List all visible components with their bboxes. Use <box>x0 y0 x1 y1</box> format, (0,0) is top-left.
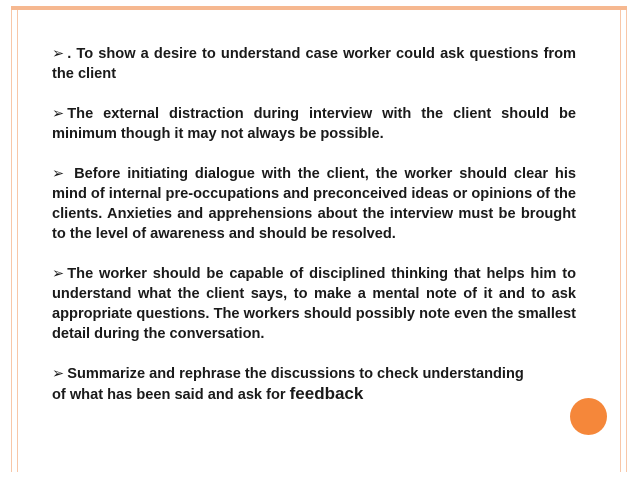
arrow-bullet-icon: ➢ <box>52 366 65 382</box>
bullet-paragraph-5 <box>52 364 576 405</box>
bullet-paragraph-1 <box>52 44 576 84</box>
bullet-5-text: Summarize and rephrase the discussions to check understanding <box>67 366 524 382</box>
slide-top-border <box>11 6 627 10</box>
slide-right-border <box>626 10 627 472</box>
slide-left-border-inner <box>17 10 18 472</box>
bullet-paragraph-4 <box>52 264 576 344</box>
bullet-2-text: The external distraction during interview with the client should be minimum though it may not always be possible. <box>52 106 576 142</box>
slide-body <box>52 44 576 405</box>
bullet-paragraph-2 <box>52 104 576 144</box>
arrow-bullet-icon: ➢ <box>52 106 65 122</box>
orange-circle-decoration <box>570 398 607 435</box>
bullet-3-text: Before initiating dialogue with the client, the worker should clear his mind of internal pre-occupations and preconceived ideas or opinions of the clients. Anxieties and apprehensions about the interview must be brought to the level of awareness and should be resolved. <box>52 166 576 242</box>
bullet-paragraph-3 <box>52 164 576 244</box>
arrow-bullet-icon: ➢ <box>52 46 65 62</box>
bullet-1-prefix: . <box>67 46 77 62</box>
slide-right-border-inner <box>620 10 621 472</box>
bullet-5-emphasis: feedback <box>289 384 364 403</box>
slide-left-border <box>11 10 12 472</box>
bullet-4-text: The worker should be capable of disciplined thinking that helps him to understand what the client says, to make a mental note of it and to ask appropriate questions. The workers should possibly note even the smallest detail during the conversation. <box>52 266 576 342</box>
bullet-5-text-continued: of what has been said and ask for <box>52 387 290 403</box>
arrow-bullet-icon: ➢ <box>52 266 65 282</box>
arrow-bullet-icon: ➢ <box>52 166 65 182</box>
bullet-1-text: To show a desire to understand case worker could ask questions from the client <box>52 46 576 82</box>
